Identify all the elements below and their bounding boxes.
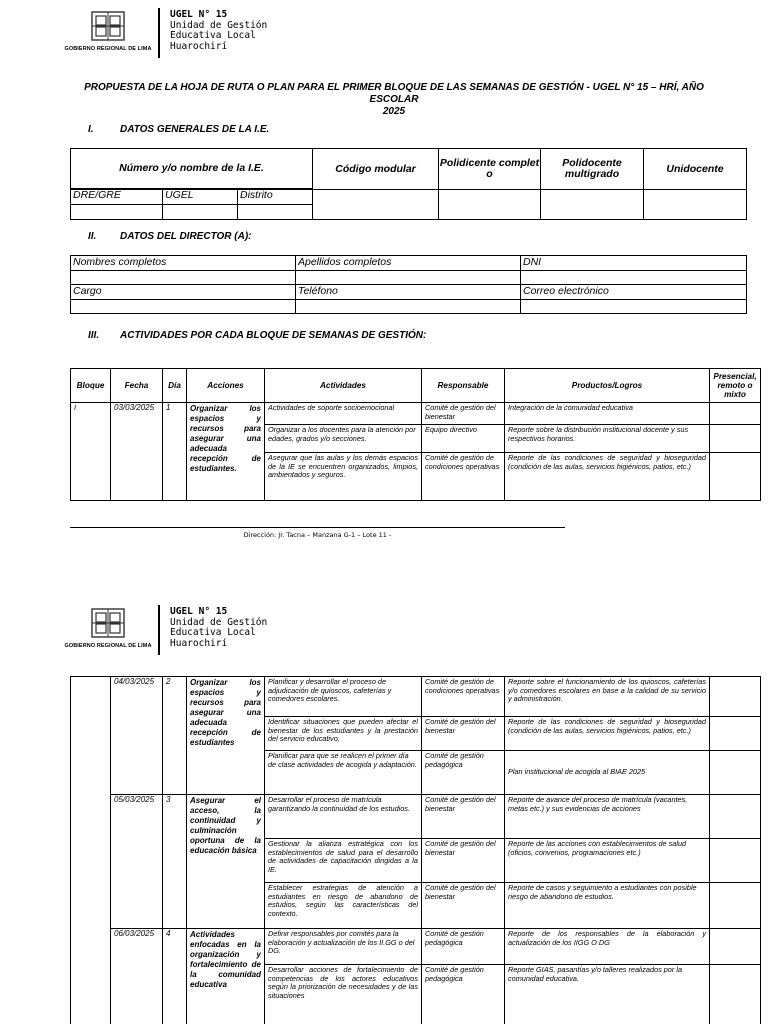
actividad-cell: Desarrollar acciones de fortalecimiento de competencias de los actores educativos según la priorización de necesidades y de las situaciones <box>265 965 422 1024</box>
dre-label: DRE/GRE <box>71 190 163 205</box>
header-modalidad: Presencial, remoto o mixto <box>710 369 761 403</box>
ie-code-header: Código modular <box>313 149 439 190</box>
ie-poli-complete-header: Polidicente complet o <box>439 149 541 190</box>
ie-poli-multi-header: Polidocente multigrado <box>541 149 644 190</box>
header-lines <box>170 607 267 649</box>
section-number: II. <box>88 231 97 242</box>
header-actividades: Actividades <box>265 369 422 403</box>
ugel-value[interactable] <box>163 205 238 220</box>
modalidad-cell[interactable] <box>710 717 761 751</box>
section-label: ACTIVIDADES POR CADA BLOQUE DE SEMANAS DE GESTIÓN: <box>120 330 427 341</box>
responsable-cell: Comité de gestión pedagógica <box>422 929 505 965</box>
ie-uni-header: Unidocente <box>644 149 747 190</box>
modalidad-cell[interactable] <box>710 751 761 795</box>
dia-cell: 1 <box>163 403 187 501</box>
responsable-cell: Comité de gestión del bienestar <box>422 839 505 883</box>
modalidad-cell[interactable] <box>710 403 761 425</box>
director-role-value[interactable] <box>71 300 296 314</box>
ie-uni-value[interactable] <box>644 190 747 220</box>
regional-seal-icon <box>88 10 128 44</box>
ie-poli-multi-value[interactable] <box>541 190 644 220</box>
accion-cell: Organizar los espacios y recursos para asegurar una adecuada recepción de estudiantes. <box>187 403 265 501</box>
producto-cell: Integración de la comunidad educativa <box>505 403 710 425</box>
document-title <box>70 82 718 118</box>
distrito-value[interactable] <box>238 205 313 220</box>
actividad-cell: Organizar a los docentes para la atención por edades, grados y/o secciones. <box>265 425 422 453</box>
modalidad-cell[interactable] <box>710 965 761 1024</box>
actividad-cell: Planificar para que se realicen el primer día de clase actividades de acogida y adaptación. <box>265 751 422 795</box>
dia-cell: 4 <box>163 929 187 1024</box>
header-productos: Productos/Logros <box>505 369 710 403</box>
producto-cell: Reporte de las acciones con establecimientos de salud (oficios, convenios, programaciones etc.) <box>505 839 710 883</box>
actividad-cell: Asegurar que las aulas y los demás espacios de la IE se encuentren organizados, limpios, ambientados y seguros. <box>265 453 422 501</box>
logo-text: GOBIERNO REGIONAL DE LIMA <box>64 46 152 52</box>
modalidad-cell[interactable] <box>710 929 761 965</box>
section-number: I. <box>88 124 94 135</box>
ugel-line3: Educativa Local <box>170 30 256 41</box>
modalidad-cell[interactable] <box>710 453 761 501</box>
ugel-name: UGEL N° 15 <box>170 606 228 617</box>
producto-cell: Reporte de los responsables de la elaboración y actualización de los IIGG O DG <box>505 929 710 965</box>
header-bloque: Bloque <box>71 369 111 403</box>
header-responsable: Responsable <box>422 369 505 403</box>
director-dni-value[interactable] <box>521 271 747 285</box>
actividad-cell: Desarrollar el proceso de matrícula garantizando la continuidad de los estudios. <box>265 795 422 839</box>
director-table <box>70 255 747 314</box>
bloque-cell: I <box>71 403 111 501</box>
accion-cell: Actividades enfocadas en la organización y fortalecimiento de la comunidad educativa <box>187 929 265 1024</box>
actividad-cell: Actividades de soporte socioemocional <box>265 403 422 425</box>
section-3-heading <box>88 330 426 341</box>
fecha-cell: 05/03/2025 <box>111 795 163 929</box>
header-lines <box>170 10 267 52</box>
ugel-label: UGEL <box>163 190 238 205</box>
fecha-cell: 06/03/2025 <box>111 929 163 1024</box>
ugel-line2: Unidad de Gestión <box>170 19 268 31</box>
logo <box>60 607 156 655</box>
ugel-name: UGEL N° 15 <box>170 9 228 20</box>
accion-cell: Asegurar el acceso, la continuidad y culminación oportuna de la educación básica <box>187 795 265 929</box>
header-divider <box>158 605 160 655</box>
responsable-cell: Comité de gestión de condiciones operativas <box>422 453 505 501</box>
title-line2: 2025 <box>382 106 406 117</box>
page1-header <box>60 10 267 58</box>
producto-cell: Reporte de las condiciones de seguridad y bioseguridad (condición de las aulas, servicios higiénicos, patios, etc.) <box>505 717 710 751</box>
ie-data-table <box>70 148 747 220</box>
page2-header <box>60 607 267 655</box>
title-line1: PROPUESTA DE LA HOJA DE RUTA O PLAN PARA EL PRIMER BLOQUE DE LAS SEMANAS DE GESTIÓN - UGEL N° 15 – HRÍ, AÑO ESCOLAR <box>84 82 704 105</box>
ugel-line4: Huarochirí <box>170 637 228 649</box>
bloque-cell <box>71 677 111 1024</box>
director-email-label: Correo electrónico <box>521 285 747 300</box>
director-email-value[interactable] <box>521 300 747 314</box>
accion-cell: Organizar los espacios y recursos para asegurar una adecuada recepción de estudiantes <box>187 677 265 795</box>
producto-cell: Reporte de las condiciones de seguridad y bioseguridad (condición de las aulas, servicios higiénicos, patios, etc.) <box>505 453 710 501</box>
producto-cell: Reporte de casos y seguimiento a estudiantes con posible riesgo de abandono de estudios. <box>505 883 710 929</box>
header-dia: Día <box>163 369 187 403</box>
logo-text: GOBIERNO REGIONAL DE LIMA <box>64 643 152 649</box>
fecha-cell: 03/03/2025 <box>111 403 163 501</box>
director-phone-label: Teléfono <box>296 285 521 300</box>
actividad-cell: Establecer estrategias de atención a estudiantes en riesgo de abandono de estudios, según las características del contexto. <box>265 883 422 929</box>
dia-cell: 3 <box>163 795 187 929</box>
responsable-cell: Comité de gestión del bienestar <box>422 717 505 751</box>
modalidad-cell[interactable] <box>710 839 761 883</box>
responsable-cell: Comité de gestión del bienestar <box>422 403 505 425</box>
responsable-cell: Comité de gestión del bienestar <box>422 883 505 929</box>
modalidad-cell[interactable] <box>710 425 761 453</box>
footer-rule <box>70 527 565 528</box>
modalidad-cell[interactable] <box>710 883 761 929</box>
producto-cell: Reporte de avance del proceso de matrícula (vacantes, metas etc.) y sus evidencias de acciones <box>505 795 710 839</box>
responsable-cell: Comité de gestión del bienestar <box>422 795 505 839</box>
responsable-cell: Comité de gestión pedagógica <box>422 751 505 795</box>
producto-cell: Reporte GIAS, pasantías y/o talleres realizados por la comunidad educativa. <box>505 965 710 1024</box>
director-names-value[interactable] <box>71 271 296 285</box>
section-number: III. <box>88 330 100 341</box>
director-role-label: Cargo <box>71 285 296 300</box>
ie-name-header: Número y/o nombre de la I.E. <box>71 149 313 189</box>
responsable-cell: Equipo directivo <box>422 425 505 453</box>
section-label: DATOS GENERALES DE LA I.E. <box>120 124 270 135</box>
director-dni-label: DNI <box>521 256 747 271</box>
section-2-heading <box>88 231 251 242</box>
ie-poli-complete-value[interactable] <box>439 190 541 220</box>
fecha-cell: 04/03/2025 <box>111 677 163 795</box>
footer-address: Dirección: Jr. Tacna – Manzana G-1 – Lote 11 - <box>243 531 392 539</box>
activities-table-page2 <box>70 676 761 1024</box>
regional-seal-icon <box>88 607 128 641</box>
producto-cell: Reporte sobre la distribución institucional docente y sus respectivos horarios. <box>505 425 710 453</box>
producto-cell: Reporte sobre el funcionamiento de los quioscos, cafeterías y/o comedores escolares en base a la calidad de su servicio y administración. <box>505 677 710 717</box>
header-divider <box>158 8 160 58</box>
modalidad-cell[interactable] <box>710 677 761 717</box>
director-names-label: Nombres completos <box>71 256 296 271</box>
section-1-heading <box>88 124 269 135</box>
actividad-cell: Definir responsables por comités para la elaboración y actualización de los II.GG o del DG. <box>265 929 422 965</box>
actividad-cell: Identificar situaciones que pueden afectar el bienestar de los estudiantes y la prestación del servicio educativo. <box>265 717 422 751</box>
actividad-cell: Gestionar la alianza estratégica con los establecimientos de salud para el desarrollo de actividades de capacitación dirigidas a la IE. <box>265 839 422 883</box>
header-fecha: Fecha <box>111 369 163 403</box>
responsable-cell: Comité de gestión pedagógica <box>422 965 505 1024</box>
activities-table-page1 <box>70 368 761 501</box>
dia-cell: 2 <box>163 677 187 795</box>
director-surnames-label: Apellidos completos <box>296 256 521 271</box>
header-acciones: Acciones <box>187 369 265 403</box>
producto-cell: Plan institucional de acogida al BIAE 2025 <box>505 751 710 795</box>
modalidad-cell[interactable] <box>710 795 761 839</box>
ugel-line4: Huarochirí <box>170 40 228 52</box>
director-surnames-value[interactable] <box>296 271 521 285</box>
section-label: DATOS DEL DIRECTOR (A): <box>120 231 252 242</box>
ugel-line2: Unidad de Gestión <box>170 616 268 628</box>
ie-code-value[interactable] <box>313 190 439 220</box>
director-phone-value[interactable] <box>296 300 521 314</box>
ugel-line3: Educativa Local <box>170 627 256 638</box>
logo <box>60 10 156 58</box>
responsable-cell: Comité de gestión de condiciones operativas <box>422 677 505 717</box>
actividad-cell: Planificar y desarrollar el proceso de adjudicación de quioscos, cafeterías y comedores escolares. <box>265 677 422 717</box>
dre-value[interactable] <box>71 205 163 220</box>
distrito-label: Distrito <box>238 190 313 205</box>
